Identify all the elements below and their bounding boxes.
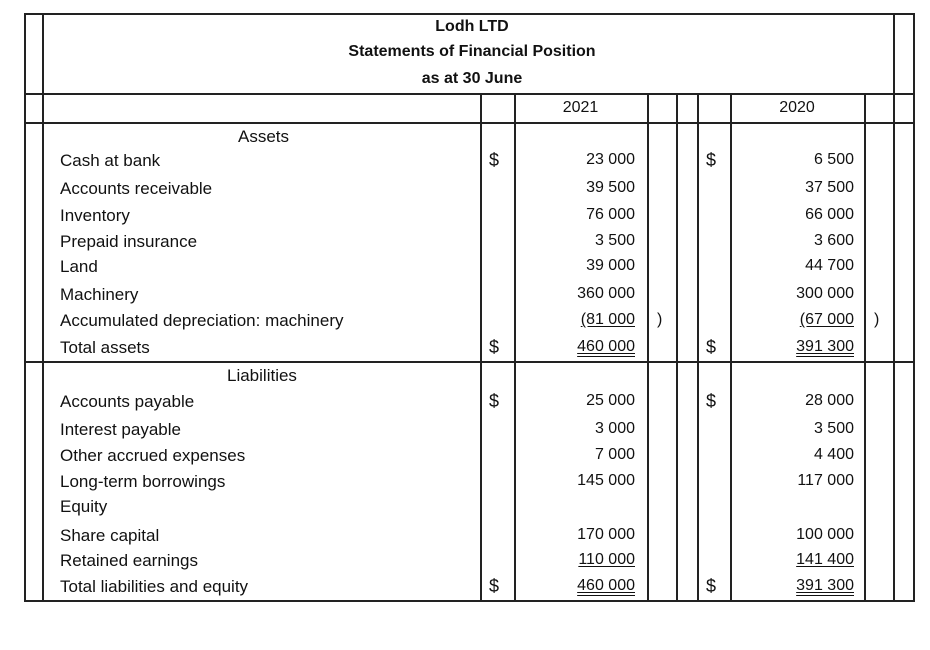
row-label: Inventory: [60, 206, 130, 225]
row-label: Machinery: [60, 285, 139, 304]
col-div-b: [514, 93, 516, 602]
row-label: Total liabilities and equity: [60, 577, 249, 596]
value-2021: 3 000: [594, 420, 635, 437]
rule-top: [24, 13, 915, 15]
row-label: Interest payable: [60, 420, 181, 439]
value-2021: 39 500: [586, 179, 635, 196]
col-div-c: [647, 93, 649, 602]
value-2020: 66 000: [805, 206, 854, 223]
paren-close-2020: ): [874, 311, 880, 328]
value-2020: 3 600: [813, 232, 854, 249]
row-label: Land: [60, 257, 98, 276]
value-2021: 7 000: [594, 446, 635, 463]
total-liab-equity-2020: 391 300: [796, 577, 854, 594]
col-right-inner: [893, 13, 895, 602]
currency-symbol: $: [706, 576, 717, 596]
row-label: Retained earnings: [60, 551, 198, 570]
currency-symbol: $: [706, 337, 717, 357]
value-2020: 37 500: [805, 179, 854, 196]
value-2021: (81 000: [580, 311, 635, 328]
row-label: Prepaid insurance: [60, 232, 198, 251]
row-label: Accumulated depreciation: machinery: [60, 311, 344, 330]
value-2020: (67 000: [799, 311, 854, 328]
value-2021: 360 000: [577, 285, 635, 302]
currency-symbol: $: [489, 337, 500, 357]
rule-header: [24, 93, 915, 95]
value-2020: 100 000: [796, 526, 854, 543]
currency-symbol: $: [489, 391, 500, 411]
value-2020: 28 000: [805, 392, 854, 409]
liabilities-heading: Liabilities: [227, 366, 297, 385]
total-assets-2021: 460 000: [577, 338, 635, 355]
currency-symbol: $: [706, 150, 717, 170]
col-div-g: [864, 93, 866, 602]
assets-heading: Assets: [238, 127, 290, 146]
statement-title: Statements of Financial Position: [348, 43, 596, 60]
total-liab-equity-2021: 460 000: [577, 577, 635, 594]
value-2021: 25 000: [586, 392, 635, 409]
equity-heading: Equity: [60, 497, 108, 516]
value-2021: 3 500: [594, 232, 635, 249]
col-div-f: [730, 93, 732, 602]
value-2020: 4 400: [813, 446, 854, 463]
value-2021: 23 000: [586, 151, 635, 168]
row-label: Accounts receivable: [60, 179, 213, 198]
currency-symbol: $: [706, 391, 717, 411]
year-header-2020: 2020: [779, 99, 815, 116]
value-2021: 39 000: [586, 257, 635, 274]
company-name: Lodh LTD: [435, 18, 509, 35]
value-2021: 76 000: [586, 206, 635, 223]
paren-close-2021: ): [657, 311, 663, 328]
value-2021: 110 000: [578, 551, 635, 568]
row-label: Cash at bank: [60, 151, 161, 170]
col-right-outer: [913, 13, 915, 602]
col-left-inner: [42, 13, 44, 602]
statement-date: as at 30 June: [421, 70, 523, 87]
rule-assets-end: [24, 361, 915, 363]
col-left-outer: [24, 13, 26, 602]
year-header-2021: 2021: [562, 99, 599, 116]
value-2020: 141 400: [796, 551, 854, 568]
value-2021: 170 000: [577, 526, 635, 543]
col-div-e: [697, 93, 699, 602]
row-label: Long-term borrowings: [60, 472, 226, 491]
row-label: Accounts payable: [60, 392, 195, 411]
value-2020: 300 000: [796, 285, 854, 302]
col-div-a: [480, 93, 482, 602]
row-label: Share capital: [60, 526, 160, 545]
value-2021: 145 000: [577, 472, 635, 489]
value-2020: 3 500: [813, 420, 854, 437]
total-assets-2020: 391 300: [796, 338, 854, 355]
currency-symbol: $: [489, 150, 500, 170]
value-2020: 6 500: [813, 151, 854, 168]
currency-symbol: $: [489, 576, 500, 596]
value-2020: 44 700: [805, 257, 854, 274]
row-label: Total assets: [60, 338, 150, 357]
value-2020: 117 000: [797, 472, 854, 489]
col-div-d: [676, 93, 678, 602]
row-label: Other accrued expenses: [60, 446, 246, 465]
rule-bottom: [24, 600, 915, 602]
rule-years: [24, 122, 915, 124]
